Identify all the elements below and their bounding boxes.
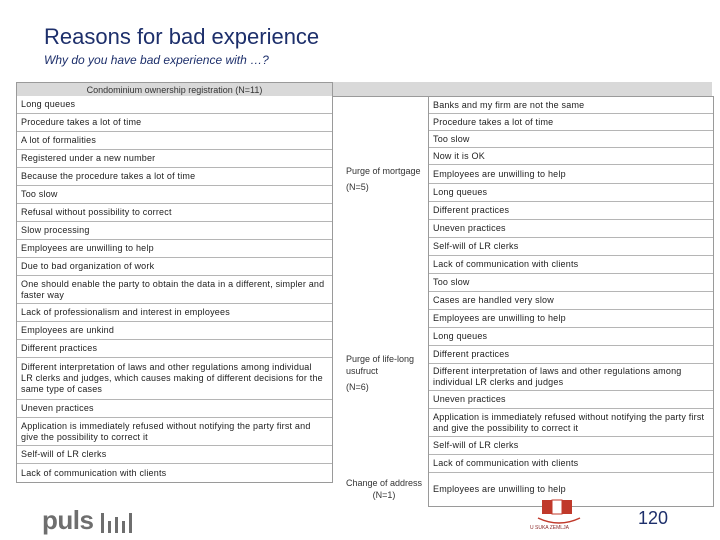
- group-label-purge-usufruct: [346, 353, 421, 393]
- group-label-change-address: [344, 477, 424, 501]
- page-subtitle: Why do you have bad experience with …?: [44, 53, 269, 67]
- list-item: Too slow: [429, 131, 713, 148]
- list-item: Different interpretation of laws and other regulations among individual LR clerks and judges: [429, 364, 713, 391]
- group-label-text: Purge of life-long usufruct: [346, 354, 415, 376]
- logo-text: puls: [42, 505, 94, 535]
- list-item: Lack of communication with clients: [429, 256, 713, 274]
- list-item: Employees are unwilling to help: [433, 484, 566, 494]
- list-item: Because the procedure takes a lot of time: [17, 168, 332, 186]
- left-table-header: Condominium ownership registration (N=11): [16, 82, 333, 98]
- list-item: Different interpretation of laws and other regulations among individual LR clerks and judges, which causes making of different decisions for the same type of cases: [17, 358, 332, 400]
- list-item: Due to bad organization of work: [17, 258, 332, 276]
- group-label-text: Purge of mortgage: [346, 166, 421, 176]
- left-reasons-table: [16, 96, 333, 483]
- page-title: Reasons for bad experience: [44, 24, 320, 49]
- list-item: Slow processing: [17, 222, 332, 240]
- list-item: Employees are unwilling to help: [429, 310, 713, 328]
- list-item: Too slow: [429, 274, 713, 292]
- group-count: (N=6): [346, 382, 369, 392]
- group-label-text: Change of address (N=1): [345, 478, 423, 500]
- list-item: Procedure takes a lot of time: [17, 114, 332, 132]
- list-item: One should enable the party to obtain the data in a different, simpler and faster way: [17, 276, 332, 304]
- right-reasons-table: [428, 96, 714, 507]
- page-number: 120: [638, 508, 669, 528]
- list-item: Employees are unwilling to help: [429, 165, 713, 184]
- group-label-purge-mortgage: [346, 165, 421, 193]
- list-item: Refusal without possibility to correct: [17, 204, 332, 222]
- list-item: Application is immediately refused without notifying the party first and give the possibility to correct it: [17, 418, 332, 446]
- list-item: Long queues: [429, 328, 713, 346]
- list-item: Application is immediately refused without notifying the party first and give the possibility to correct it: [429, 409, 713, 437]
- list-item: Employees are unwilling to help: [17, 240, 332, 258]
- list-item: Self-will of LR clerks: [429, 238, 713, 256]
- list-item: Uneven practices: [17, 400, 332, 418]
- list-item: Cases are handled very slow: [429, 292, 713, 310]
- list-item: Employees are unkind: [17, 322, 332, 340]
- list-item: Lack of communication with clients: [21, 467, 167, 478]
- puls-logo: [42, 505, 138, 536]
- list-item: Banks and my firm are not the same: [429, 97, 713, 114]
- list-item: Long queues: [17, 96, 332, 114]
- list-item: Different practices: [429, 346, 713, 364]
- list-item: Different practices: [429, 202, 713, 220]
- list-item: Lack of communication with clients: [429, 455, 713, 473]
- list-item: Uneven practices: [429, 220, 713, 238]
- list-item: Different practices: [17, 340, 332, 358]
- list-item: Procedure takes a lot of time: [429, 114, 713, 131]
- list-item: A lot of formalities: [17, 132, 332, 150]
- list-item: Uneven practices: [429, 391, 713, 409]
- list-item: Registered under a new number: [17, 150, 332, 168]
- list-item: Lack of professionalism and interest in employees: [17, 304, 332, 322]
- list-item: Too slow: [17, 186, 332, 204]
- list-item: Self-will of LR clerks: [429, 437, 713, 455]
- emblem-text: U SUKA ZEMLJA: [530, 525, 569, 531]
- logo-bars-icon: [100, 509, 138, 535]
- list-item: Self-will of LR clerks: [17, 446, 332, 464]
- list-item: Long queues: [429, 184, 713, 202]
- group-count: (N=5): [346, 182, 369, 192]
- list-item: Now it is OK: [429, 148, 713, 165]
